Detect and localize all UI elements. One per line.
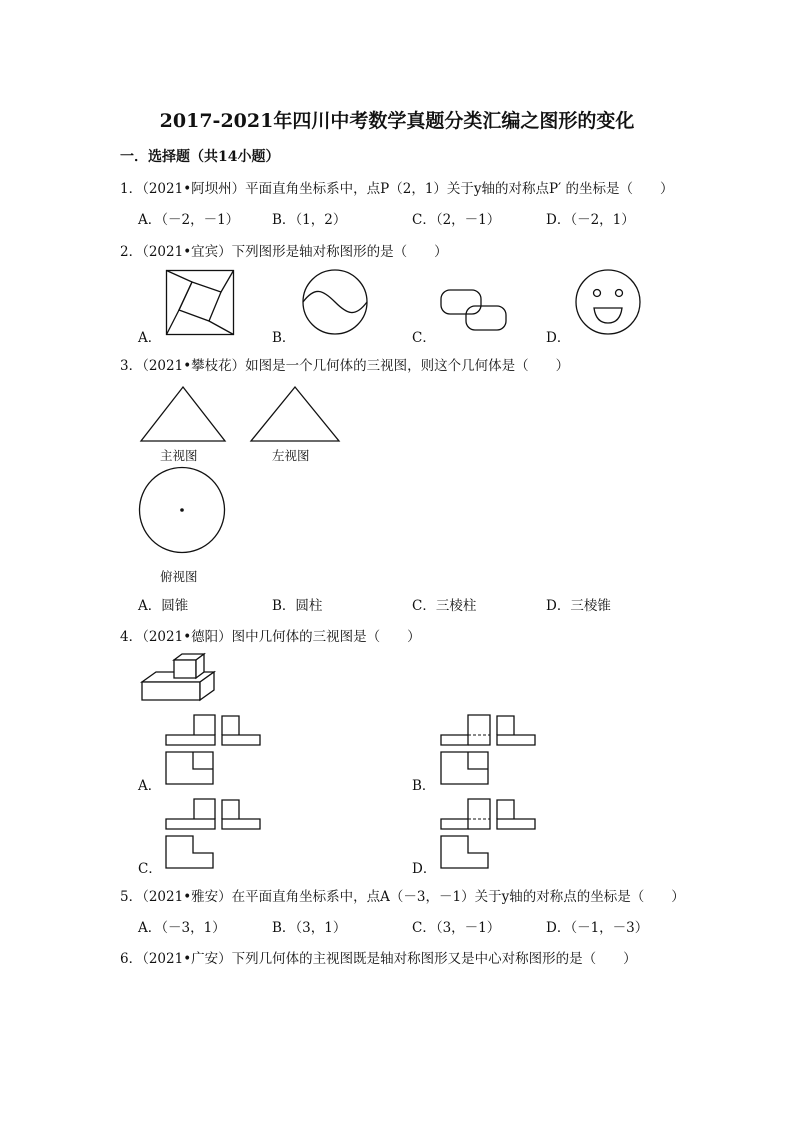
question-4 [120,625,421,645]
caption-front-view: 主视图 [160,448,198,463]
option-a: A．圆锥 [138,598,189,614]
question-text: （2021•宜宾）下列图形是轴对称图形的是（ ） [142,244,448,260]
question-text: （2021•德阳）图中几何体的三视图是（ ） [142,629,421,645]
section-heading: 一．选择题（共14小题） [120,149,280,165]
page-title: 2017-2021年四川中考数学真题分类汇编之图形的变化 [159,110,635,132]
figure-pythagoras-square [166,270,236,336]
figure-yin-yang [301,268,369,336]
three-view-option-b [440,714,540,786]
option-a: A． [138,330,162,346]
option-c: C． [412,330,436,346]
option-c: C．三棱柱 [412,598,477,614]
option-b: B． [412,778,436,794]
front-view-triangle [140,386,226,442]
question-text: （2021•广安）下列几何体的主视图既是轴对称图形又是中心对称图形的是（ ） [142,951,637,967]
question-6 [120,947,637,967]
caption-side-view: 左视图 [272,448,310,463]
option-d: D． [412,861,437,877]
question-text: （2021•雅安）在平面直角坐标系中，点A（－3，－1）关于y轴的对称点的坐标是（ ） [142,889,685,905]
option-c: C． [138,861,162,877]
question-text: （2021•阿坝州）平面直角坐标系中，点P（2，1）关于y轴的对称点P′ 的坐标是（ ） [142,181,674,197]
figure-linked-rings [440,288,508,334]
option-d: D．（－2，1） [546,212,635,228]
question-text: （2021•攀枝花）如图是一个几何体的三视图，则这个几何体是（ ） [142,358,570,374]
option-d: D． [546,330,571,346]
question-number: 4． [120,629,143,645]
question-number: 5． [120,889,143,905]
question-number: 2． [120,244,143,260]
figure-smiley-face [574,268,642,336]
question-number: 1． [120,181,143,197]
option-a: A．（－3，1） [138,920,226,936]
question-number: 3． [120,358,143,374]
option-a: A． [138,778,162,794]
option-b: B．（3，1） [272,920,347,936]
question-5 [120,885,685,905]
caption-top-view: 俯视图 [160,569,198,584]
option-b: B． [272,330,296,346]
three-view-option-c [165,798,265,870]
option-d: D．（－1，－3） [546,920,649,936]
figure-stacked-blocks [140,652,220,704]
question-number: 6． [120,951,143,967]
question-2 [120,240,448,260]
side-view-triangle [250,386,340,442]
three-view-option-a [165,714,265,786]
option-a: A．（－2，－1） [138,212,240,228]
option-b: B．圆柱 [272,598,323,614]
question-3 [120,354,569,374]
option-c: C．（2，－1） [412,212,501,228]
option-c: C．（3，－1） [412,920,501,936]
option-b: B．（1，2） [272,212,347,228]
three-view-option-d [440,798,540,870]
top-view-circle [138,466,228,556]
question-1 [120,177,674,197]
option-d: D．三棱锥 [546,598,611,614]
